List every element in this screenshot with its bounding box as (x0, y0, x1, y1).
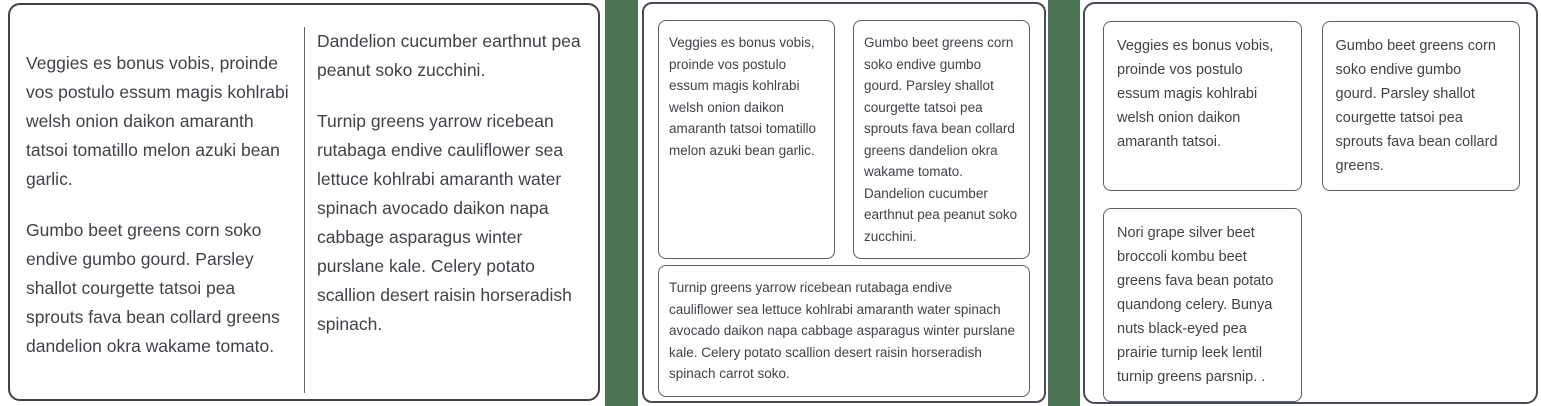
right-card-grid (1103, 21, 1520, 402)
paragraph-veggies: Veggies es bonus vobis, proinde vos postulo essum magis kohlrabi welsh onion daikon amaranth tatsoi tomatillo melon azuki bean garlic. (26, 53, 289, 189)
middle-section (638, 0, 1048, 406)
card-gumbo-short-text: Gumbo beet greens corn soko endive gumbo gourd. Parsley shallot courgette tatsoi pea sprouts fava bean collard greens. (1335, 38, 1498, 174)
paragraph-turnip: Turnip greens yarrow ricebean rutabaga endive cauliflower sea lettuce kohlrabi amaranth water spinach avocado daikon napa cabbage asparagus winter purslane kale. Celery potato scallion desert raisin horseradish spinach. (317, 111, 572, 334)
card-veggies (658, 20, 835, 259)
card-grid-panel-right (1083, 2, 1538, 404)
left-section (0, 0, 605, 406)
card-nori (1103, 208, 1302, 402)
card-turnip-text: Turnip greens yarrow ricebean rutabaga endive cauliflower sea lettuce kohlrabi amaranth water spinach avocado daikon napa cabbage asparagus winter purslane kale. Celery potato scallion desert raisin horseradish spinach carrot soko. (669, 280, 1015, 381)
two-column-flow (26, 27, 582, 393)
card-turnip-wide (658, 265, 1030, 397)
card-veggies-short-text: Veggies es bonus vobis, proinde vos postulo essum magis kohlrabi welsh onion daikon amaranth tatsoi. (1117, 38, 1274, 150)
card-gumbo-short (1322, 21, 1521, 191)
card-nori-text: Nori grape silver beet broccoli kombu beet greens fava bean potato quandong celery. Bunya nuts black-eyed pea prairie turnip leek lentil turnip greens parsnip. . (1117, 225, 1274, 385)
card-grid-panel-middle (642, 2, 1046, 403)
right-section (1080, 0, 1541, 406)
two-column-text-panel (8, 3, 600, 401)
card-gumbo (853, 20, 1030, 259)
card-veggies-short (1103, 21, 1302, 191)
green-divider-left (605, 0, 638, 406)
middle-card-grid (658, 20, 1030, 397)
green-divider-right (1048, 0, 1080, 406)
paragraph-gumbo: Gumbo beet greens corn soko endive gumbo gourd. Parsley shallot courgette tatsoi pea sprouts fava bean collard greens dandelion okra wakame tomato. Dandelion cucumber earthnut pea peanut soko zucchini. (26, 31, 581, 356)
card-gumbo-text: Gumbo beet greens corn soko endive gumbo gourd. Parsley shallot courgette tatsoi pea sprouts fava bean collard greens dandelion okra wakame tomato. Dandelion cucumber earthnut pea peanut soko zucchini. (864, 35, 1018, 244)
card-veggies-text: Veggies es bonus vobis, proinde vos postulo essum magis kohlrabi welsh onion daikon amaranth tatsoi tomatillo melon azuki bean garlic. (669, 35, 817, 158)
